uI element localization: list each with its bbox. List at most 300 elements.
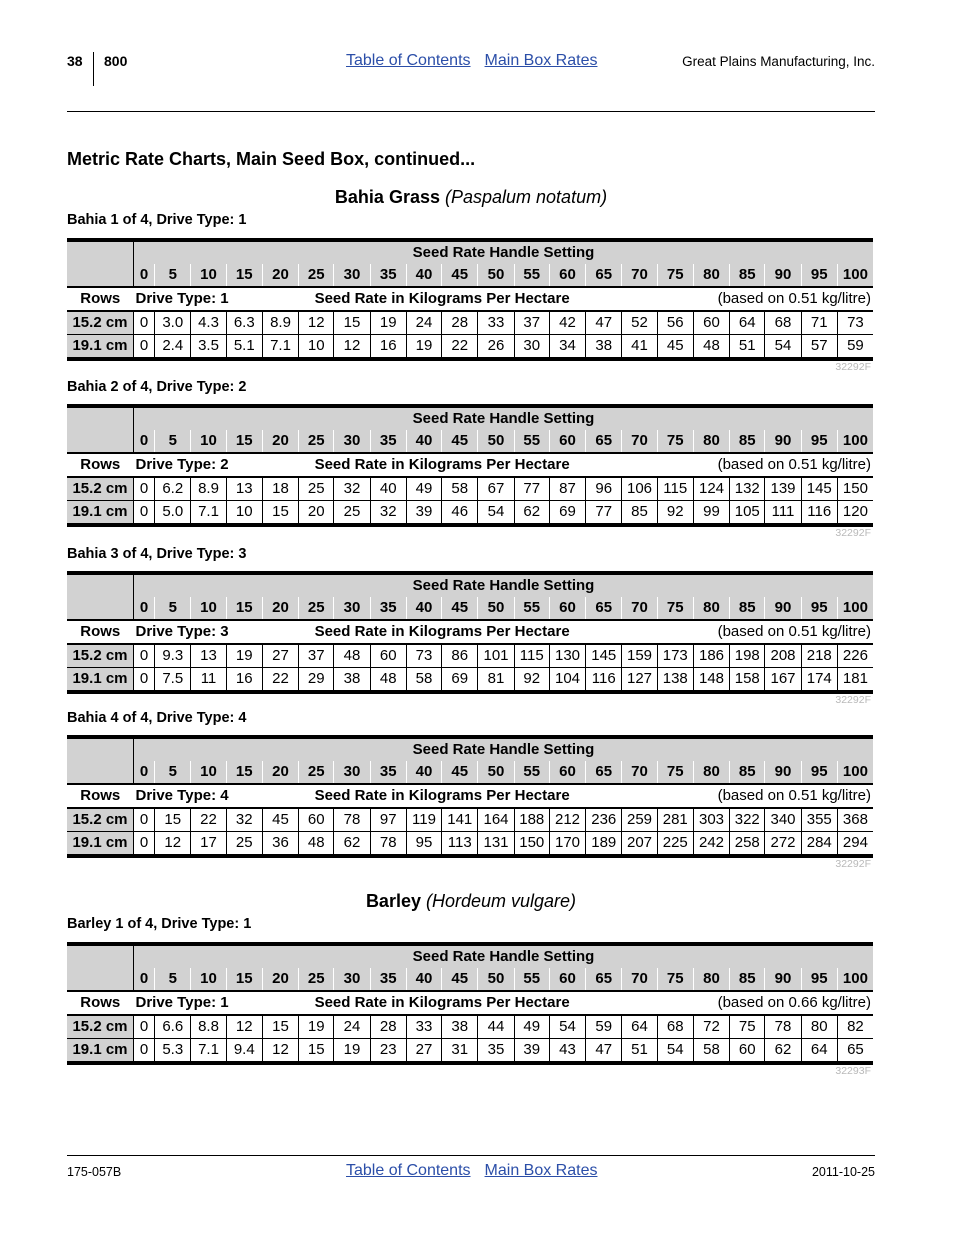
crop-common-name: Barley [365,891,421,911]
rows-label: Rows [67,287,133,311]
setting-value: 40 [406,968,441,991]
table-row [67,1015,873,1039]
setting-value: 30 [334,968,370,991]
setting-value: 50 [478,761,514,784]
rate-cell: 226 [842,647,868,664]
rate-cell: 20 [299,501,334,526]
density-note: (based on 0.51 kg/litre) [622,620,873,644]
rate-cell: 86 [442,644,478,668]
setting-value: 80 [693,264,729,287]
corner-cell [67,968,133,991]
setting-numbers-row [67,597,873,620]
rate-cell: 24 [406,311,441,335]
page-number: 38 [67,53,83,69]
rate-cell: 73 [847,314,864,331]
setting-value: 55 [514,597,549,620]
setting-value: 90 [765,761,801,784]
setting-value: 35 [370,597,406,620]
drive-type-label: Drive Type: 3 [133,620,262,644]
rate-cell: 37 [299,644,334,668]
setting-value: 35 [370,264,406,287]
rate-cell: 12 [226,1015,262,1039]
setting-header-row [67,240,873,264]
rate-cell: 218 [801,644,837,668]
setting-value: 55 [514,264,549,287]
rate-cell: 40 [370,477,406,501]
rate-cell: 97 [370,808,406,832]
setting-value: 10 [191,968,226,991]
rate-cell: 29 [299,668,334,693]
rate-cell: 284 [801,832,837,857]
rate-cell: 127 [622,668,657,693]
rate-cell: 355 [801,808,837,832]
setting-value: 5 [155,761,191,784]
setting-value: 15 [226,264,262,287]
rate-cell: 92 [657,501,693,526]
rate-label: Seed Rate in Kilograms Per Hectare [262,453,622,477]
rate-cell: 25 [334,501,370,526]
rate-cell: 198 [730,644,765,668]
rate-cell: 120 [837,501,873,526]
setting-header-row [67,573,873,597]
setting-value: 25 [299,264,334,287]
rate-cell: 47 [586,311,622,335]
rate-cell: 0 [133,477,154,501]
rate-cell: 145 [801,477,837,501]
rate-cell: 0 [133,335,154,360]
rate-cell: 77 [514,477,549,501]
setting-numbers-row [67,430,873,453]
setting-value: 10 [191,597,226,620]
setting-value: 35 [370,761,406,784]
setting-value: 85 [730,430,765,453]
rate-cell: 99 [693,501,729,526]
rows-label: Rows [67,620,133,644]
figure-id: 32292F [835,361,871,373]
rate-cell: 0 [133,808,154,832]
rate-cell: 5.0 [155,501,191,526]
rate-cell: 12 [299,311,334,335]
rate-cell: 8.8 [191,1015,226,1039]
rate-cell: 22 [442,335,478,360]
rate-table [67,735,873,858]
rate-cell: 44 [478,1015,514,1039]
setting-value: 60 [549,264,585,287]
setting-value: 30 [334,761,370,784]
table-row [67,668,873,693]
density-note: (based on 0.51 kg/litre) [622,287,873,311]
setting-value: 50 [478,968,514,991]
rate-cell: 25 [226,832,262,857]
rate-cell: 3.0 [155,311,191,335]
setting-value: 15 [226,761,262,784]
rate-cell: 19 [299,1015,334,1039]
rate-cell: 38 [442,1015,478,1039]
rate-cell: 35 [478,1039,514,1064]
rate-cell: 47 [586,1039,622,1064]
rate-cell: 39 [406,501,441,526]
rate-cell: 64 [622,1015,657,1039]
rate-cell: 37 [514,311,549,335]
rate-cell: 72 [693,1015,729,1039]
setting-value: 30 [334,597,370,620]
rate-cell: 188 [514,808,549,832]
page-footer [67,1162,875,1184]
row-spacing: 15.2 cm [67,1015,133,1039]
rate-cell: 208 [765,644,801,668]
rate-cell: 69 [442,668,478,693]
rate-cell: 96 [586,477,622,501]
rate-cell: 13 [226,477,262,501]
setting-value: 25 [299,968,334,991]
setting-value: 80 [693,761,729,784]
crop-heading-barley [67,891,875,912]
rate-cell: 36 [262,832,298,857]
rate-cell: 207 [622,832,657,857]
rate-cell: 159 [622,644,657,668]
density-note: (based on 0.51 kg/litre) [622,784,873,808]
row-spacing: 15.2 cm [67,477,133,501]
setting-value: 10 [191,264,226,287]
rate-cell: 15 [155,808,191,832]
setting-header: Seed Rate Handle Setting [133,573,873,597]
setting-value: 60 [549,968,585,991]
setting-value: 10 [191,430,226,453]
rate-cell: 52 [622,311,657,335]
setting-value: 25 [299,761,334,784]
rate-cell: 3.5 [191,335,226,360]
rate-cell: 54 [549,1015,585,1039]
rate-cell: 28 [370,1015,406,1039]
setting-value: 25 [299,597,334,620]
rate-cell: 10 [299,335,334,360]
label-row [67,620,873,644]
setting-value: 45 [442,264,478,287]
setting-value: 65 [586,968,622,991]
table-label: Barley 1 of 4, Drive Type: 1 [67,916,252,932]
table-row [67,477,873,501]
rate-cell: 16 [370,335,406,360]
rate-cell: 22 [191,808,226,832]
rate-cell: 32 [370,501,406,526]
setting-value: 45 [442,968,478,991]
rate-cell: 181 [837,668,873,693]
rate-cell: 33 [478,311,514,335]
rate-cell: 12 [334,335,370,360]
rate-cell: 131 [478,832,514,857]
setting-value: 75 [657,264,693,287]
setting-value: 40 [406,264,441,287]
setting-value: 80 [693,597,729,620]
label-row [67,287,873,311]
rate-cell: 26 [478,335,514,360]
setting-value: 30 [334,430,370,453]
setting-numbers-row [67,761,873,784]
toc-link[interactable]: Table of Contents [346,1162,471,1179]
setting-value: 90 [765,597,801,620]
rate-cell: 30 [514,335,549,360]
rate-cell: 59 [837,335,873,360]
rows-label: Rows [67,991,133,1015]
setting-value: 20 [262,264,298,287]
rate-cell: 18 [262,477,298,501]
rate-cell: 62 [514,501,549,526]
rate-cell: 58 [693,1039,729,1064]
rate-cell: 5.1 [226,335,262,360]
rate-cell: 272 [765,832,801,857]
rate-cell: 60 [730,1039,765,1064]
setting-value: 90 [765,968,801,991]
rate-cell: 5.3 [155,1039,191,1064]
rate-cell: 104 [549,668,585,693]
toc-link[interactable]: Table of Contents [346,52,471,69]
rate-label: Seed Rate in Kilograms Per Hectare [262,620,622,644]
row-spacing: 19.1 cm [67,832,133,857]
rate-cell: 150 [842,480,868,497]
rate-cell: 49 [406,477,441,501]
setting-value: 10 [191,761,226,784]
rows-label: Rows [67,784,133,808]
rate-cell: 111 [765,501,801,526]
setting-value: 0 [133,264,154,287]
figure-id: 32292F [835,694,871,706]
section-title: Metric Rate Charts, Main Seed Box, continued... [67,149,476,169]
main-box-rates-link[interactable]: Main Box Rates [484,52,598,69]
rate-cell: 22 [262,668,298,693]
rate-cell: 139 [765,477,801,501]
corner-cell [67,737,133,761]
corner-cell [67,573,133,597]
table-row [67,335,873,360]
setting-value: 35 [370,430,406,453]
row-spacing: 19.1 cm [67,1039,133,1064]
rate-cell: 7.1 [191,1039,226,1064]
rate-cell: 105 [730,501,765,526]
density-note: (based on 0.51 kg/litre) [622,453,873,477]
corner-cell [67,430,133,453]
document-id: 175-057B [67,1165,122,1179]
table-label: Bahia 1 of 4, Drive Type: 1 [67,212,247,228]
rate-cell: 15 [334,311,370,335]
rate-label: Seed Rate in Kilograms Per Hectare [262,784,622,808]
setting-value: 55 [514,761,549,784]
page-header [67,52,875,92]
rate-cell: 65 [837,1039,873,1064]
setting-value: 90 [765,430,801,453]
rate-cell: 85 [622,501,657,526]
setting-value: 15 [226,968,262,991]
rate-cell: 281 [657,808,693,832]
table-row [67,832,873,857]
model-number: 800 [104,53,128,69]
label-row [67,991,873,1015]
rate-cell: 4.3 [191,311,226,335]
rate-cell: 51 [622,1039,657,1064]
label-row [67,453,873,477]
rate-cell: 38 [586,335,622,360]
rate-cell: 58 [442,477,478,501]
setting-value: 95 [801,597,837,620]
setting-value: 45 [442,430,478,453]
figure-id: 32292F [835,527,871,539]
setting-value: 70 [622,761,657,784]
rate-cell: 19 [334,1039,370,1064]
setting-value: 55 [514,968,549,991]
row-spacing: 19.1 cm [67,501,133,526]
rate-cell: 19 [406,335,441,360]
corner-cell [67,240,133,264]
rate-table [67,404,873,527]
rate-cell: 95 [406,832,441,857]
rate-label: Seed Rate in Kilograms Per Hectare [262,287,622,311]
rate-table [67,942,873,1065]
rate-cell: 60 [299,808,334,832]
setting-value: 40 [406,761,441,784]
setting-value: 100 [837,264,873,287]
setting-numbers-row [67,968,873,991]
setting-header-row [67,737,873,761]
rate-cell: 78 [765,1015,801,1039]
rate-cell: 174 [801,668,837,693]
rate-cell: 258 [730,832,765,857]
setting-value: 60 [549,430,585,453]
rate-cell: 73 [406,644,441,668]
rate-cell: 132 [730,477,765,501]
setting-value: 100 [837,761,873,784]
setting-value: 95 [801,968,837,991]
rate-cell: 16 [226,668,262,693]
rate-cell: 87 [549,477,585,501]
setting-value: 85 [730,968,765,991]
rate-cell: 8.9 [191,477,226,501]
rate-cell: 173 [657,644,693,668]
setting-value: 0 [133,430,154,453]
setting-value: 100 [837,968,873,991]
setting-value: 80 [693,430,729,453]
setting-value: 0 [133,761,154,784]
rate-table [67,238,873,361]
rate-cell: 33 [406,1015,441,1039]
rate-cell: 54 [657,1039,693,1064]
setting-value: 85 [730,761,765,784]
figure-id: 32293F [835,1065,871,1077]
rate-cell: 148 [693,668,729,693]
rate-cell: 24 [334,1015,370,1039]
rate-cell: 80 [801,1015,837,1039]
table-row [67,1039,873,1064]
setting-value: 25 [299,430,334,453]
corner-cell [67,761,133,784]
setting-value: 75 [657,968,693,991]
table-label: Bahia 3 of 4, Drive Type: 3 [67,546,247,562]
rate-cell: 25 [299,477,334,501]
setting-value: 70 [622,597,657,620]
rate-cell: 32 [226,808,262,832]
setting-value: 45 [442,597,478,620]
footer-rule [67,1155,875,1156]
rate-cell: 242 [693,832,729,857]
corner-cell [67,944,133,968]
company-name: Great Plains Manufacturing, Inc. [682,54,875,69]
rate-cell: 64 [801,1039,837,1064]
setting-value: 50 [478,597,514,620]
rate-cell: 322 [730,808,765,832]
setting-value: 35 [370,968,406,991]
rate-cell: 10 [226,501,262,526]
rate-cell: 115 [514,644,549,668]
document-date: 2011-10-25 [811,1165,875,1179]
drive-type-label: Drive Type: 2 [133,453,262,477]
rate-cell: 236 [586,808,622,832]
rows-label: Rows [67,453,133,477]
rate-cell: 46 [442,501,478,526]
rate-cell: 0 [133,644,154,668]
rate-cell: 48 [370,668,406,693]
header-rule [67,111,875,112]
rate-cell: 92 [514,668,549,693]
setting-value: 50 [478,430,514,453]
rate-cell: 48 [693,335,729,360]
rate-cell: 69 [549,501,585,526]
rate-cell: 130 [549,644,585,668]
setting-value: 65 [586,264,622,287]
setting-header: Seed Rate Handle Setting [133,944,873,968]
rate-cell: 119 [406,808,441,832]
main-box-rates-link[interactable]: Main Box Rates [484,1162,598,1179]
rate-cell: 19 [370,311,406,335]
setting-value: 65 [586,597,622,620]
rate-cell: 0 [133,668,154,693]
rate-cell: 11 [191,668,226,693]
rate-cell: 54 [765,335,801,360]
rate-cell: 39 [514,1039,549,1064]
setting-value: 15 [226,430,262,453]
rate-cell: 67 [478,477,514,501]
setting-value: 65 [586,761,622,784]
rate-cell: 77 [586,501,622,526]
rate-cell: 62 [765,1039,801,1064]
rate-cell: 60 [370,644,406,668]
rate-cell: 12 [155,832,191,857]
rate-cell: 27 [406,1039,441,1064]
rate-cell: 31 [442,1039,478,1064]
setting-value: 95 [801,264,837,287]
rate-cell: 43 [549,1039,585,1064]
rate-cell: 145 [586,644,622,668]
rate-cell: 15 [262,1015,298,1039]
rate-cell: 141 [442,808,478,832]
rate-cell: 340 [765,808,801,832]
rate-cell: 189 [586,832,622,857]
rate-cell: 158 [730,668,765,693]
rate-cell: 167 [765,668,801,693]
setting-value: 95 [801,761,837,784]
row-spacing: 19.1 cm [67,668,133,693]
setting-value: 85 [730,264,765,287]
setting-value: 100 [837,597,873,620]
table-row [67,501,873,526]
setting-value: 60 [549,761,585,784]
setting-value: 40 [406,430,441,453]
rate-cell: 19 [226,644,262,668]
setting-value: 40 [406,597,441,620]
rate-cell: 9.3 [155,644,191,668]
footer-links [346,1162,611,1180]
setting-value: 5 [155,968,191,991]
label-row [67,784,873,808]
rate-cell: 78 [334,808,370,832]
rate-cell: 113 [442,832,478,857]
